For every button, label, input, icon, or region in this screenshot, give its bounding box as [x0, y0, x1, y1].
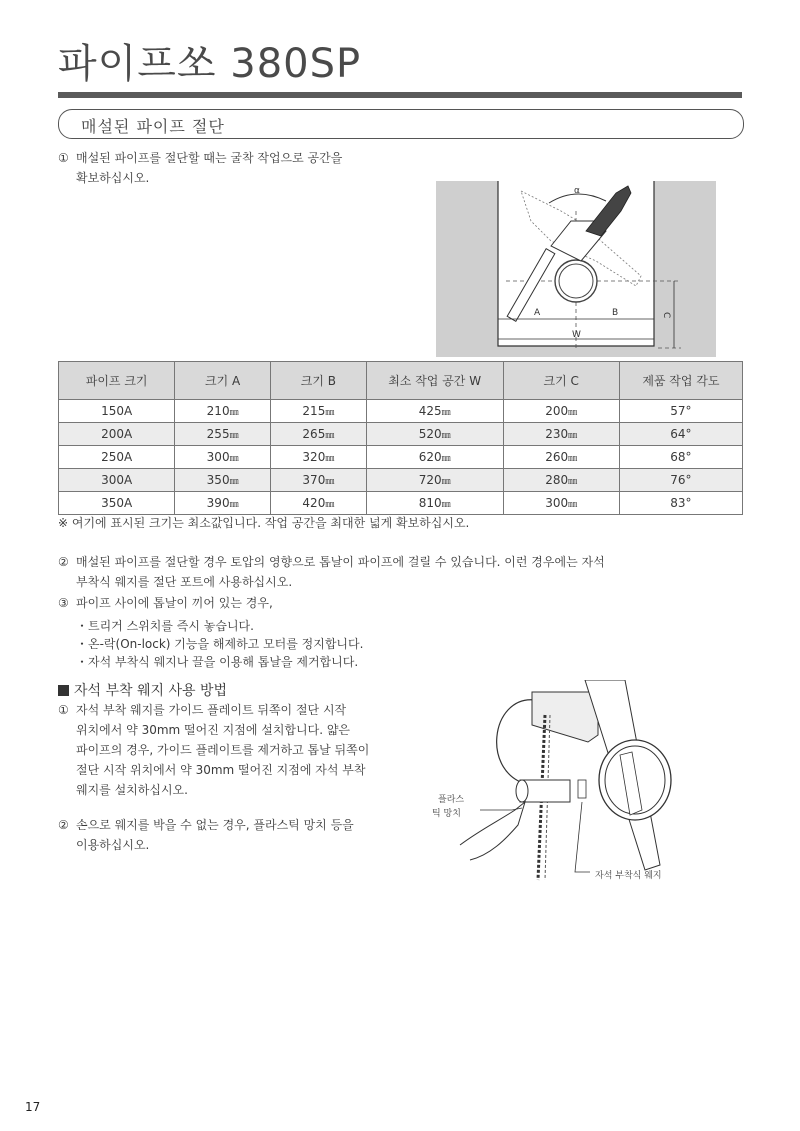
dimension-c-label: C — [661, 312, 671, 319]
page-number: 17 — [25, 1100, 41, 1114]
wedge-step-2-line: 이용하십시오. — [76, 838, 150, 852]
wedge-step-1-line: 웨지를 설치하십시오. — [76, 783, 188, 797]
cell-angle: 68° — [619, 446, 742, 469]
column-header: 최소 작업 공간 W — [366, 362, 503, 400]
wedge-section-heading — [58, 680, 227, 700]
wedge-step-1-line: 위치에서 약 30mm 떨어진 지점에 설치합니다. 얇은 — [76, 723, 351, 737]
cell-c: 260㎜ — [503, 446, 619, 469]
column-header: 제품 작업 각도 — [619, 362, 742, 400]
trench-wall-right — [654, 181, 716, 357]
magnetic-wedge-illustration — [420, 680, 680, 890]
table-note: ※ 여기에 표시된 크기는 최소값입니다. 작업 공간을 최대한 넓게 확보하십시오. — [58, 516, 470, 530]
cell-a: 350㎜ — [175, 469, 271, 492]
cell-a: 300㎜ — [175, 446, 271, 469]
dimension-b-label: B — [612, 308, 619, 318]
cell-b: 370㎜ — [271, 469, 367, 492]
step-3-line-1: 파이프 사이에 톱날이 끼어 있는 경우, — [76, 596, 273, 610]
wedge-heading-text: 자석 부착 웨지 사용 방법 — [74, 683, 228, 699]
cell-size: 350A — [59, 492, 175, 515]
alpha-label: α — [574, 186, 580, 196]
page-title: 파이프쏘 380SP — [58, 41, 362, 87]
cell-angle: 64° — [619, 423, 742, 446]
cell-angle: 76° — [619, 469, 742, 492]
step-number: ② — [58, 818, 69, 832]
cell-b: 320㎜ — [271, 446, 367, 469]
cell-size: 150A — [59, 400, 175, 423]
step-2-line-2: 부착식 웨지를 절단 포트에 사용하십시오. — [76, 575, 293, 589]
cell-b: 265㎜ — [271, 423, 367, 446]
cell-w: 720㎜ — [366, 469, 503, 492]
cell-c: 280㎜ — [503, 469, 619, 492]
step-1-paragraph — [58, 148, 342, 188]
cell-w: 620㎜ — [366, 446, 503, 469]
cell-size: 200A — [59, 423, 175, 446]
trench-wall-left — [436, 181, 498, 357]
step-3-bullets — [58, 617, 363, 671]
section-header — [58, 109, 744, 139]
wedge-step-2-paragraph — [58, 815, 354, 855]
step-2-paragraph — [58, 552, 605, 592]
step-3-paragraph — [58, 593, 363, 671]
table-row — [59, 400, 743, 423]
wedge-step-1-line: 자석 부착 웨지를 가이드 플레이트 뒤쪽이 절단 시작 — [76, 703, 347, 717]
cell-b: 420㎜ — [271, 492, 367, 515]
section-title: 매설된 파이프 절단 — [81, 117, 225, 136]
cell-angle: 83° — [619, 492, 742, 515]
cell-c: 230㎜ — [503, 423, 619, 446]
cell-w: 425㎜ — [366, 400, 503, 423]
pipe-dimension-table — [58, 361, 743, 515]
cell-a: 210㎜ — [175, 400, 271, 423]
step-number: ① — [58, 151, 69, 165]
column-header: 크기 B — [271, 362, 367, 400]
table-header-row — [59, 362, 743, 400]
column-header: 크기 C — [503, 362, 619, 400]
table-row — [59, 423, 743, 446]
dimension-w-label: W — [572, 330, 581, 340]
wedge-step-2-line: 손으로 웨지를 박을 수 없는 경우, 플라스틱 망치 등을 — [76, 818, 354, 832]
step-number: ② — [58, 555, 69, 569]
step-number: ③ — [58, 596, 69, 610]
trench-cutting-diagram — [436, 181, 716, 357]
cell-w: 520㎜ — [366, 423, 503, 446]
table-row — [59, 469, 743, 492]
step-1-line-1: 매설된 파이프를 절단할 때는 굴착 작업으로 공간을 — [76, 151, 343, 165]
pipe-circle — [555, 260, 597, 302]
bullet-item: ・트리거 스위치를 즉시 놓습니다. — [76, 619, 254, 633]
wedge-step-1-line: 파이프의 경우, 가이드 플레이트를 제거하고 톱날 뒤쪽이 — [76, 743, 370, 757]
step-number: ① — [58, 703, 69, 717]
hammer-label-line-1: 플라스 — [438, 795, 465, 805]
table-row — [59, 446, 743, 469]
wedge-step-1-line: 절단 시작 위치에서 약 30mm 떨어진 지점에 자석 부착 — [76, 763, 366, 777]
step-2-line-1: 매설된 파이프를 절단할 경우 토압의 영향으로 톱날이 파이프에 걸릴 수 있습니다. 이런 경우에는 자석 — [76, 555, 605, 569]
cell-b: 215㎜ — [271, 400, 367, 423]
wedge-step-1-paragraph — [58, 700, 369, 800]
step-1-line-2: 확보하십시오. — [76, 171, 150, 185]
bullet-item: ・자석 부착식 웨지나 끌을 이용해 톱날을 제거합니다. — [76, 655, 359, 669]
title-divider — [58, 92, 742, 98]
dimension-a-label: A — [534, 308, 541, 318]
square-bullet-icon — [58, 685, 69, 696]
wedge-label: 자석 부착식 웨지 — [595, 871, 662, 881]
cell-size: 300A — [59, 469, 175, 492]
hammer-label-line-2: 틱 망치 — [432, 809, 461, 819]
table-row — [59, 492, 743, 515]
cell-w: 810㎜ — [366, 492, 503, 515]
cell-a: 390㎜ — [175, 492, 271, 515]
cell-angle: 57° — [619, 400, 742, 423]
cell-a: 255㎜ — [175, 423, 271, 446]
cell-c: 300㎜ — [503, 492, 619, 515]
cell-size: 250A — [59, 446, 175, 469]
cell-c: 200㎜ — [503, 400, 619, 423]
column-header: 크기 A — [175, 362, 271, 400]
column-header: 파이프 크기 — [59, 362, 175, 400]
bullet-item: ・온-락(On-lock) 기능을 해제하고 모터를 정지합니다. — [76, 637, 364, 651]
